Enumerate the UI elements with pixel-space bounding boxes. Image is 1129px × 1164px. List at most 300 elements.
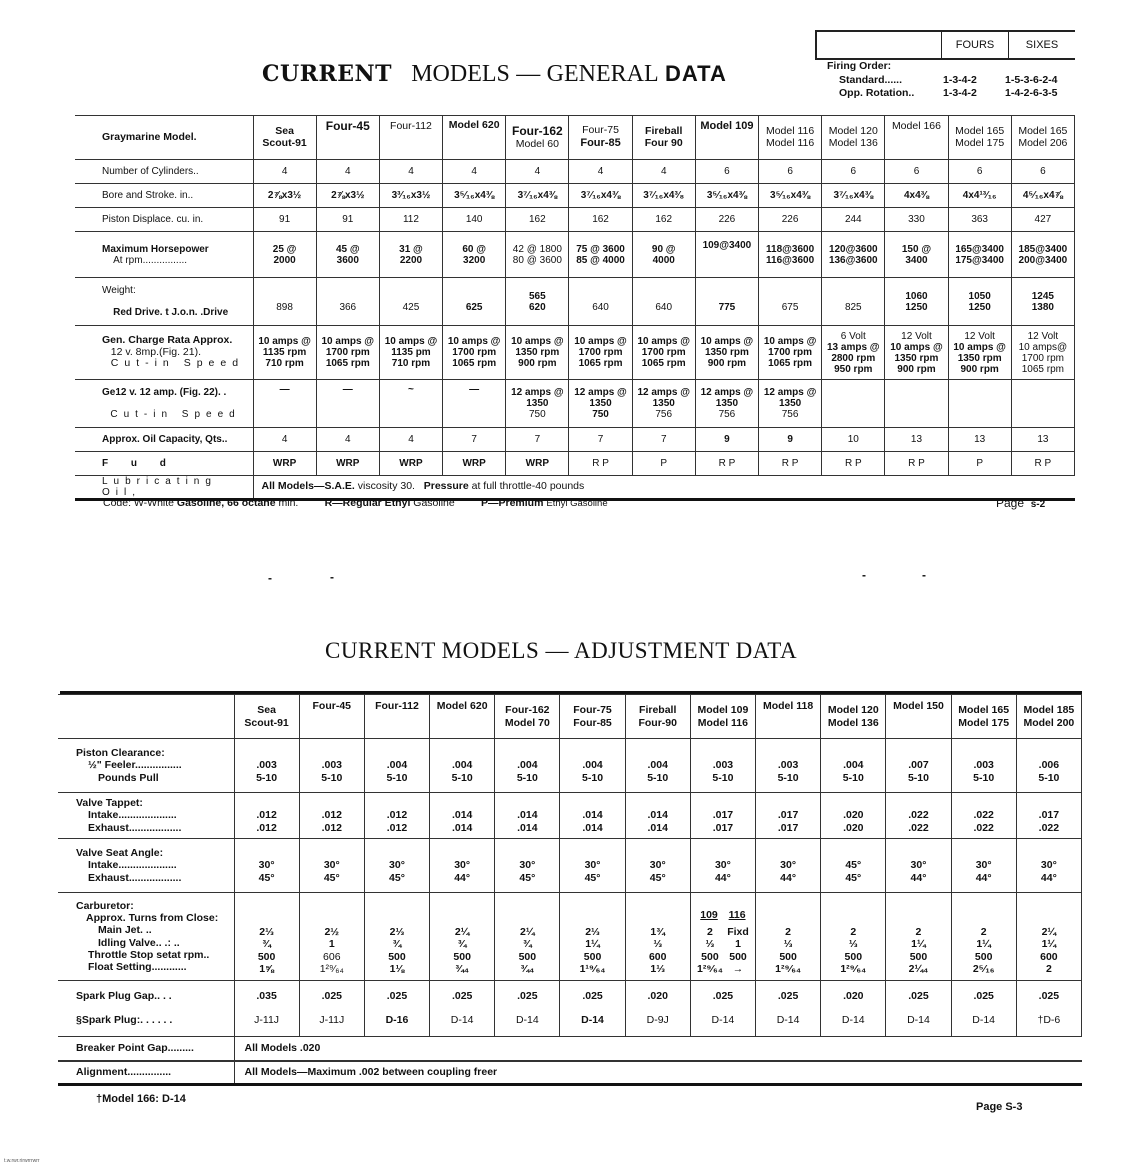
cell xyxy=(690,793,755,839)
cell: 4x4¹³⁄₁₆ xyxy=(948,184,1011,208)
cell xyxy=(234,793,299,839)
cell xyxy=(430,739,495,793)
cell-line: .017 xyxy=(1038,809,1060,822)
cell-line: D-14 xyxy=(581,1013,604,1026)
firing-order-header xyxy=(815,30,1075,60)
cell-line: 42 @ 1800 xyxy=(512,243,562,255)
cell-line: 1700 rpm xyxy=(325,347,370,358)
cell-line: 1350 xyxy=(715,398,739,409)
cell-line: 12 Volt xyxy=(964,330,995,342)
row-label-text: Intake.................... xyxy=(88,809,177,822)
code-text: P—Premium xyxy=(481,497,544,509)
cell-line: .012 xyxy=(321,809,342,822)
cell: 4 xyxy=(632,160,695,184)
cell-line: 2 xyxy=(1045,963,1052,976)
code-text: min. xyxy=(278,497,299,509)
row-label-text: Cut-in Speed xyxy=(110,357,245,370)
model-header xyxy=(379,116,442,160)
cell-line: 900 rpm xyxy=(960,363,999,375)
cell xyxy=(756,739,821,793)
model-name-line1: Sea xyxy=(257,703,276,716)
row-label xyxy=(75,476,253,500)
cell xyxy=(690,981,755,1037)
cell-line: 6 Volt xyxy=(840,330,866,342)
cell: 2⅞x3½ xyxy=(253,184,316,208)
cell-line: 12 Volt xyxy=(901,330,932,342)
cell xyxy=(299,793,364,839)
cell-line: 1²⁹⁄₆₄ xyxy=(775,963,802,976)
cell xyxy=(885,232,948,278)
cell-line: .025 xyxy=(777,990,799,1003)
cell-line: 2 xyxy=(850,925,857,938)
cell-line: D-9J xyxy=(646,1013,669,1026)
row-label xyxy=(75,160,253,184)
cell: 13 xyxy=(1011,428,1074,452)
cell-line: 2¼ xyxy=(520,925,535,938)
cell xyxy=(560,981,625,1037)
cell-line: 13 amps @ xyxy=(827,341,880,353)
row-label xyxy=(75,184,253,208)
row-label-text: 12 v. 8mp.(Fig. 21). xyxy=(110,345,202,358)
cell-line: 2⅓ xyxy=(389,925,405,938)
cell-line: 10 amps @ xyxy=(574,336,627,347)
model-name-line2: Model 70 xyxy=(504,716,550,729)
cell-line: 2⅓ xyxy=(259,925,274,938)
cell-line: D-14 xyxy=(841,1013,865,1026)
cell xyxy=(632,278,695,326)
cell: R P xyxy=(1011,452,1074,476)
cell: 226 xyxy=(759,208,822,232)
cell xyxy=(430,893,495,981)
model-header: Model 150 xyxy=(886,695,951,739)
cell-line: 950 rpm xyxy=(834,363,873,375)
cell-line: 1¼ xyxy=(976,938,991,951)
cell-line: 1135 pm xyxy=(391,347,431,358)
cell xyxy=(364,981,429,1037)
cell-line: 640 xyxy=(592,301,609,313)
cell-line: .022 xyxy=(1038,821,1060,834)
model-name-line1: Four-75 xyxy=(582,124,619,137)
cell-line: ¾ xyxy=(262,938,271,951)
cell-line: .020 xyxy=(843,990,864,1003)
cell-line: 3600 xyxy=(336,254,359,266)
cell xyxy=(495,793,560,839)
cell-line: D-16 xyxy=(385,1013,409,1026)
cell xyxy=(821,893,886,981)
model-name-line1: Fireball xyxy=(639,703,677,716)
cell xyxy=(948,380,1011,428)
cell-line: 675 xyxy=(781,301,799,313)
subcolumn-116 xyxy=(727,926,749,976)
cell-line: 2⁵⁄₁₆ xyxy=(972,963,995,976)
model-header xyxy=(495,695,560,739)
cell-line: 44° xyxy=(780,871,797,884)
cell xyxy=(759,326,822,380)
cell-line: 825 xyxy=(844,301,862,313)
cell xyxy=(495,839,560,893)
cell-line: 10 amps @ xyxy=(953,341,1006,353)
cell-line: .022 xyxy=(973,809,994,822)
cell-line: 2000 xyxy=(273,254,296,266)
cell: R P xyxy=(695,452,758,476)
cell xyxy=(1016,739,1081,793)
model-name-line2: Scout-91 xyxy=(262,136,307,149)
cell-line: 1065 rpm xyxy=(325,358,370,369)
cell-line: 1380 xyxy=(1031,301,1054,313)
cell-line: ⅓ xyxy=(783,938,793,951)
title-word-data: DATA xyxy=(665,61,727,86)
cell-line: ¾₄ xyxy=(520,963,535,976)
cell-line: 2¼₄ xyxy=(908,963,929,976)
cell: 7 xyxy=(569,428,632,452)
model-name-line2: Model 206 xyxy=(1018,136,1068,149)
cell xyxy=(364,793,429,839)
cell: WRP xyxy=(253,452,316,476)
cell-line: 2 xyxy=(915,925,922,938)
cell-line: 118@3600 xyxy=(766,243,815,255)
cell-line: 1350 xyxy=(652,398,675,409)
table-row-gen-charge xyxy=(75,326,1075,380)
subheader-116: 116 xyxy=(728,909,746,922)
cell-line: 75 @ 3600 xyxy=(576,243,625,255)
cell xyxy=(560,739,625,793)
cell-line: .006 xyxy=(1038,759,1060,772)
row-label-text: Maximum Horsepower xyxy=(102,243,209,255)
cell: 7 xyxy=(506,428,569,452)
cell-line: 5-10 xyxy=(777,771,799,784)
cell xyxy=(364,839,429,893)
cell-line: 44° xyxy=(1040,871,1057,884)
cell xyxy=(885,380,948,428)
cell-line: 900 rpm xyxy=(518,358,557,369)
cell: WRP xyxy=(316,452,379,476)
cell xyxy=(253,326,316,380)
cell-line: 30° xyxy=(389,859,405,872)
row-heading: Piston Clearance: xyxy=(76,746,165,759)
cell: 330 xyxy=(885,208,948,232)
cell-line: 45° xyxy=(584,871,601,884)
cell-line: 12 amps @ xyxy=(763,387,817,398)
cell xyxy=(759,232,822,278)
cell-line: .003 xyxy=(712,759,734,772)
model-header-row xyxy=(75,116,1075,160)
row-label-text: Bore and Stroke. in.. xyxy=(102,190,194,201)
cell-line: ⅓ xyxy=(705,938,715,951)
cell: 4 xyxy=(569,160,632,184)
model-name-line1: Model 109 xyxy=(697,703,749,716)
subcolumn-109 xyxy=(697,926,723,976)
cell xyxy=(690,739,755,793)
cell: 3³⁄₁₆x3½ xyxy=(379,184,442,208)
model-header xyxy=(316,116,379,160)
cell-line: 165@3400 xyxy=(955,243,1004,255)
cell-line: .012 xyxy=(256,821,277,834)
cell-line: 1¼ xyxy=(585,938,600,951)
cell: 13 xyxy=(948,428,1011,452)
cell-line: .017 xyxy=(777,821,799,834)
cell-line: .014 xyxy=(451,809,473,822)
cell: 4 xyxy=(253,428,316,452)
row-label-text: Piston Displace. cu. in. xyxy=(102,214,204,225)
cell xyxy=(234,981,299,1037)
row-label: Alignment............... xyxy=(58,1061,234,1085)
cell-line: .014 xyxy=(582,821,603,834)
cell-line: 30° xyxy=(910,859,927,872)
cell xyxy=(560,893,625,981)
cell-line: 30° xyxy=(1040,859,1057,872)
cell: 6 xyxy=(822,160,885,184)
cell-line: 4000 xyxy=(652,254,675,266)
cell: 9 xyxy=(695,428,758,452)
row-label-text: ½" Feeler................ xyxy=(88,759,182,772)
model-name-line1: Four-45 xyxy=(325,119,370,133)
cell-line: 1350 rpm xyxy=(704,347,749,358)
cell-model-109-116 xyxy=(690,893,755,981)
cell: WRP xyxy=(379,452,442,476)
cell-line: 2800 rpm xyxy=(831,352,876,364)
cell-line: 80 @ 3600 xyxy=(512,254,562,266)
model-name-line1: Four-162 xyxy=(512,123,563,138)
cell-line: .017 xyxy=(712,821,734,834)
model-name-line2: Scout-91 xyxy=(244,716,289,729)
cell xyxy=(316,278,379,326)
cell-line: .025 xyxy=(1038,990,1060,1003)
cell-line: .020 xyxy=(843,809,864,822)
cell-line: 30° xyxy=(519,859,536,872)
cell-line: 150 @ xyxy=(901,243,932,255)
cell-line: 10 amps @ xyxy=(637,336,690,347)
model-name-line2: Four-85 xyxy=(580,137,621,149)
cell-line: .014 xyxy=(451,821,473,834)
table-row-breaker-point-gap xyxy=(58,1037,1082,1061)
cell-line: 5-10 xyxy=(1038,771,1060,784)
cell xyxy=(253,232,316,278)
cell-line: .025 xyxy=(451,990,473,1003)
cell xyxy=(1011,232,1074,278)
cell-line: 600 xyxy=(1040,950,1058,963)
cell: 4x4⅜ xyxy=(885,184,948,208)
cell-line: .012 xyxy=(321,821,342,834)
model-name-line2: Four 90 xyxy=(644,136,683,149)
cell-line: 3400 xyxy=(905,254,928,266)
cell-line: 898 xyxy=(276,301,293,313)
cell-line: 44° xyxy=(714,871,731,884)
cell-line: 5-10 xyxy=(647,771,669,784)
cell-line: 1²⁹⁄₆₄ xyxy=(319,963,344,976)
cell xyxy=(756,893,821,981)
table-row-bore-stroke xyxy=(75,184,1075,208)
cell xyxy=(316,232,379,278)
cell-line: .014 xyxy=(582,809,603,822)
cell xyxy=(625,793,690,839)
cell: — xyxy=(316,380,379,428)
model-name-line2: Model 200 xyxy=(1023,716,1075,729)
model-name-line1: Model 120 xyxy=(828,124,878,137)
cell: ~ xyxy=(379,380,442,428)
cell: 10 xyxy=(822,428,885,452)
cell xyxy=(495,893,560,981)
row-label xyxy=(75,428,253,452)
cell-line: .025 xyxy=(321,990,342,1003)
general-data-title xyxy=(262,60,727,88)
code-text: Gasoline xyxy=(413,497,455,509)
cell-line: 500 xyxy=(453,950,471,963)
row-label-text: At rpm................ xyxy=(113,254,188,266)
row-label-text: Red Drive. t J.o.n. .Drive xyxy=(113,307,229,318)
model-header xyxy=(632,116,695,160)
cell-line: 500 xyxy=(701,950,719,963)
row-label xyxy=(58,739,234,793)
cell-line: 10 amps @ xyxy=(890,341,943,353)
cell-line: 10 amps @ xyxy=(700,336,754,347)
model-header xyxy=(234,695,299,739)
row-label xyxy=(58,793,234,839)
cell xyxy=(569,326,632,380)
row-label-text: Weight: xyxy=(102,285,136,296)
cell-line: .004 xyxy=(517,759,538,772)
cell xyxy=(379,278,442,326)
cell-line: 116@3600 xyxy=(766,254,815,266)
cell-line: 30° xyxy=(584,859,601,872)
cell xyxy=(299,981,364,1037)
cell: 91 xyxy=(253,208,316,232)
cell-line: 44° xyxy=(910,871,927,884)
cell xyxy=(951,739,1016,793)
cell-line: .017 xyxy=(712,809,734,822)
cell-line: .025 xyxy=(973,990,994,1003)
cell xyxy=(951,839,1016,893)
cell-line: 30° xyxy=(454,859,471,872)
cell-line: 756 xyxy=(718,409,736,420)
cell-line: 640 xyxy=(655,301,673,313)
cell: P xyxy=(632,452,695,476)
cell: 3⁷⁄₁₆x4³⁄₈ xyxy=(632,184,695,208)
cell xyxy=(364,739,429,793)
cell-line: .014 xyxy=(647,809,668,822)
row-heading: Valve Seat Angle: xyxy=(76,846,164,859)
code-legend xyxy=(103,497,608,509)
row-label: Breaker Point Gap......... xyxy=(58,1037,234,1061)
cell-line: 900 rpm xyxy=(897,363,936,375)
cell-line: 775 xyxy=(718,301,736,313)
cell xyxy=(495,739,560,793)
cell-line: 625 xyxy=(465,301,483,313)
cell-line: 1¼ xyxy=(911,938,926,951)
cell-line: 44° xyxy=(975,871,992,884)
cell-line: 5-10 xyxy=(582,771,604,784)
cell-line: 1350 rpm xyxy=(515,347,560,358)
code-text: R—Regular Ethyl xyxy=(324,497,411,509)
breaker-point-gap-value: All Models .020 xyxy=(234,1037,1082,1061)
cell-line: 1050 xyxy=(968,290,991,302)
model-name-line1: Model 166 xyxy=(891,120,941,132)
cell: 3⁵⁄₁₆x4⅜ xyxy=(443,184,506,208)
cell: WRP xyxy=(443,452,506,476)
cell-line: 30° xyxy=(323,859,340,872)
lube-oil-value xyxy=(253,476,1075,500)
subheader xyxy=(695,909,751,922)
row-label xyxy=(58,695,234,739)
cell-line: J-11J xyxy=(254,1013,280,1026)
cell-line: 3200 xyxy=(463,254,486,266)
cell: 4 xyxy=(253,160,316,184)
title-dash: — xyxy=(516,61,541,87)
cell-line: 1¹⁹⁄₆₄ xyxy=(579,963,606,976)
cell xyxy=(759,278,822,326)
cell xyxy=(364,893,429,981)
lube-text: at full throttle-40 pounds xyxy=(471,480,585,493)
model-name-line2: Model 116 xyxy=(765,136,815,149)
cell-line: 12 amps @ xyxy=(574,387,627,398)
cell-line: 756 xyxy=(655,409,673,420)
model-name-line1: Model 620 xyxy=(448,119,500,131)
adjustment-data-title: CURRENT MODELS — ADJUSTMENT DATA xyxy=(325,638,798,663)
cell-line: 1350 rpm xyxy=(894,352,939,364)
model-name-line1: Model 185 xyxy=(1023,703,1075,716)
model-header xyxy=(759,116,822,160)
lube-text: viscosity 30. xyxy=(357,480,415,493)
row-heading: Carburetor: xyxy=(76,900,134,913)
title-word-current: CURRENT xyxy=(262,61,393,87)
cell-line: 1060 xyxy=(905,290,928,302)
cell-line: 12 amps @ xyxy=(511,387,564,398)
cell-line: 2 xyxy=(980,925,987,938)
cell-line: Fixd xyxy=(727,925,749,938)
cell-line: 136@3600 xyxy=(828,254,878,266)
cell-line: 12 amps @ xyxy=(700,387,754,398)
cell xyxy=(885,278,948,326)
cell xyxy=(316,326,379,380)
cell-line: 500 xyxy=(909,950,928,963)
cell-line: .012 xyxy=(386,821,408,834)
standard-fours: 1-3-4-2 xyxy=(943,74,977,86)
cell-line: D-14 xyxy=(711,1013,735,1026)
table-row-valve-tappet xyxy=(58,793,1082,839)
scan-artifact-text: t.w.rwr.rirwrrrwrr xyxy=(4,1158,40,1164)
table-row-lubricating-oil xyxy=(75,476,1075,500)
cell-line: 5-10 xyxy=(907,771,929,784)
cell xyxy=(560,793,625,839)
cell-line: 1⅝ xyxy=(259,963,274,976)
cell: 6 xyxy=(948,160,1011,184)
model-header xyxy=(948,116,1011,160)
cell: 7 xyxy=(443,428,506,452)
cell-line: 10 amps @ xyxy=(384,336,438,347)
row-label xyxy=(58,981,234,1037)
row-label-text: Spark Plug Gap.. . . xyxy=(76,990,172,1003)
model-name-line2: Model 116 xyxy=(697,716,748,729)
row-label: Graymarine Model. xyxy=(75,116,253,160)
cell xyxy=(379,326,442,380)
cell-line: 500 xyxy=(729,950,747,963)
cell xyxy=(1016,981,1081,1037)
model-name-line1: Fireball xyxy=(645,124,683,137)
code-text: Code: W-White xyxy=(103,497,174,509)
lube-text: All Models—S.A.E. xyxy=(261,480,355,493)
cell-line: 30° xyxy=(649,859,666,872)
cell-line: 5-10 xyxy=(842,771,864,784)
cell: R P xyxy=(822,452,885,476)
code-text: Ethyl Gasoline xyxy=(546,498,608,509)
row-label-text: Approx. Oil Capacity, Qts.. xyxy=(102,434,228,445)
model-name-line1: Four-162 xyxy=(505,703,550,716)
cell-line: 10 amps @ xyxy=(447,336,501,347)
cell xyxy=(443,278,506,326)
cell-line: 1¾ xyxy=(650,925,666,938)
opp-rotation-fours: 1-3-4-2 xyxy=(943,87,977,99)
cell-line: 44° xyxy=(454,871,471,884)
cell xyxy=(756,981,821,1037)
